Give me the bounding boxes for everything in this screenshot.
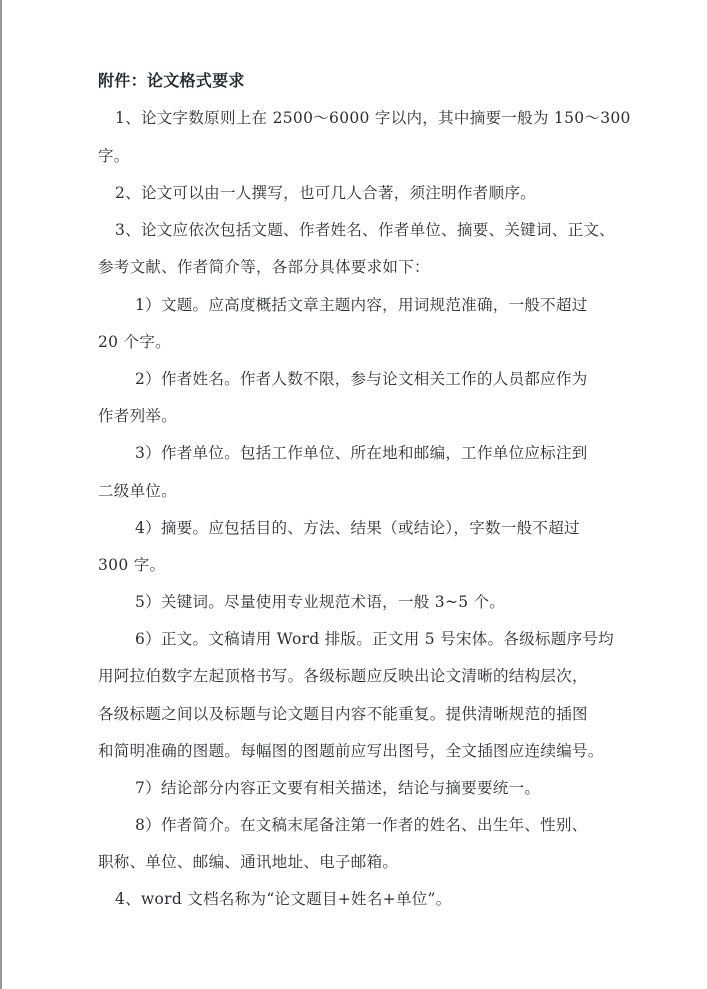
item-2-line-2: 作者列举。: [98, 407, 178, 425]
item-3-line-1: 3）作者单位。包括工作单位、所在地和邮编，工作单位应标注到: [135, 444, 588, 462]
item-4-line-1: 4）摘要。应包括目的、方法、结果（或结论），字数一般不超过: [135, 519, 580, 537]
item-6-line-4: 和简明准确的图题。每幅图的图题前应写出图号，全文插图应连续编号。: [98, 742, 604, 760]
item-3-line-2: 二级单位。: [98, 482, 178, 500]
item-2-line-1: 2）作者姓名。作者人数不限，参与论文相关工作的人员都应作为: [135, 370, 588, 388]
paragraph-3-line-1: 3、论文应依次包括文题、作者姓名、作者单位、摘要、关键词、正文、: [115, 221, 615, 239]
item-6-line-3: 各级标题之间以及标题与论文题目内容不能重复。提供清晰规范的插图: [98, 705, 588, 723]
paragraph-4: 4、word 文档名称为“论文题目+姓名+单位”。: [115, 890, 452, 908]
item-6-line-1: 6）正文。文稿请用 Word 排版。正文用 5 号宋体。各级标题序号均: [135, 630, 614, 648]
item-8-line-1: 8）作者简介。在文稿末尾备注第一作者的姓名、出生年、性别、: [135, 816, 588, 834]
item-1-line-1: 1）文题。应高度概括文章主题内容，用词规范准确，一般不超过: [135, 296, 588, 314]
item-8-line-2: 职称、单位、邮编、通讯地址、电子邮箱。: [98, 853, 399, 871]
paragraph-1-line-2: 字。: [98, 147, 130, 165]
item-1-line-2: 20 个字。: [98, 333, 171, 351]
paragraph-2: 2、论文可以由一人撰写，也可几人合著，须注明作者顺序。: [115, 184, 536, 202]
paragraph-3-line-2: 参考文献、作者简介等，各部分具体要求如下：: [98, 258, 430, 276]
document-title: 附件：论文格式要求: [98, 71, 245, 90]
item-4-line-2: 300 字。: [98, 556, 166, 574]
item-7: 7）结论部分内容正文要有相关描述，结论与摘要要统一。: [135, 779, 541, 797]
item-5: 5）关键词。尽量使用专业规范术语，一般 3~5 个。: [135, 593, 506, 611]
paragraph-1-line-1: 1、论文字数原则上在 2500～6000 字以内，其中摘要一般为 150～300: [115, 109, 631, 127]
item-6-line-2: 用阿拉伯数字左起顶格书写。各级标题应反映出论文清晰的结构层次，: [98, 667, 588, 685]
